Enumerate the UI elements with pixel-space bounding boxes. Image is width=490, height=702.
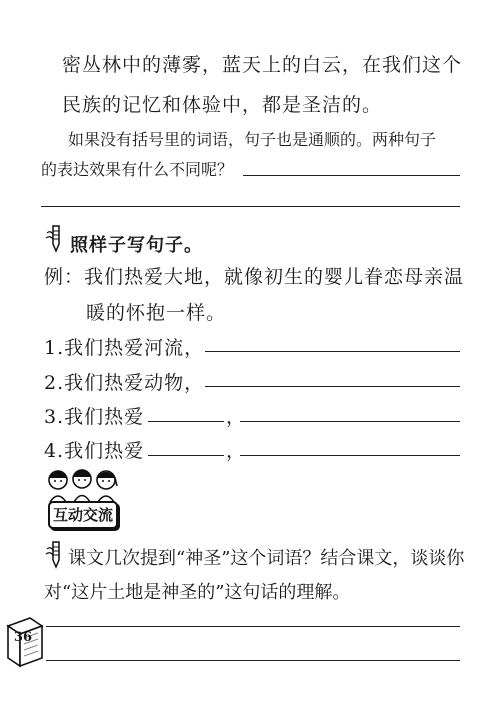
item-text: 我们热爱 [64, 406, 145, 428]
answer-line[interactable] [243, 175, 460, 176]
page-number: 36 [13, 630, 33, 645]
interaction-badge: 互动交流 [48, 501, 118, 529]
pencil-icon [44, 224, 66, 254]
answer-line[interactable] [46, 626, 460, 627]
item-number: 1. [44, 337, 65, 359]
answer-line[interactable] [46, 660, 460, 661]
answer-line[interactable] [205, 351, 460, 352]
item-3 [44, 402, 144, 429]
answer-line[interactable] [205, 386, 460, 387]
answer-line[interactable] [240, 455, 460, 456]
item-text: 我们热爱 [64, 440, 145, 462]
passage-line-1: 密丛林中的薄雾，蓝天上的白云，在我们这个 [62, 54, 463, 76]
interaction-question-line-2: 对“这片土地是神圣的”这句话的理解。 [44, 582, 351, 603]
answer-line[interactable] [240, 421, 460, 422]
item-comma: ， [226, 406, 247, 428]
interaction-question-line-1: 课文几次提到“神圣”这个词语？结合课文，谈谈你 [68, 548, 465, 569]
example-line-1: 例：我们热爱大地，就像初生的婴儿眷恋母亲温 [44, 266, 465, 288]
item-1 [44, 333, 204, 360]
item-text: 我们热爱动物， [64, 372, 205, 394]
item-2 [44, 368, 204, 395]
passage-line-2: 民族的记忆和体验中，都是圣洁的。 [62, 94, 383, 116]
item-number: 2. [44, 372, 65, 394]
question-1-line-2: 的表达效果有什么不同呢？ [41, 160, 234, 179]
item-4 [44, 436, 144, 463]
children-icon [44, 466, 124, 504]
blank-line[interactable] [148, 421, 224, 422]
item-comma: ， [226, 440, 247, 462]
answer-line[interactable] [41, 206, 460, 207]
exercise-heading: 照样子写句子。 [70, 235, 203, 256]
pencil-icon [44, 540, 66, 570]
item-number: 3. [44, 406, 65, 428]
blank-line[interactable] [148, 455, 224, 456]
item-number: 4. [44, 440, 65, 462]
question-1-line-1: 如果没有括号里的词语，句子也是通顺的。两种句子 [68, 130, 437, 149]
item-text: 我们热爱河流， [64, 337, 205, 359]
example-line-2: 暖的怀抱一样。 [86, 302, 227, 324]
